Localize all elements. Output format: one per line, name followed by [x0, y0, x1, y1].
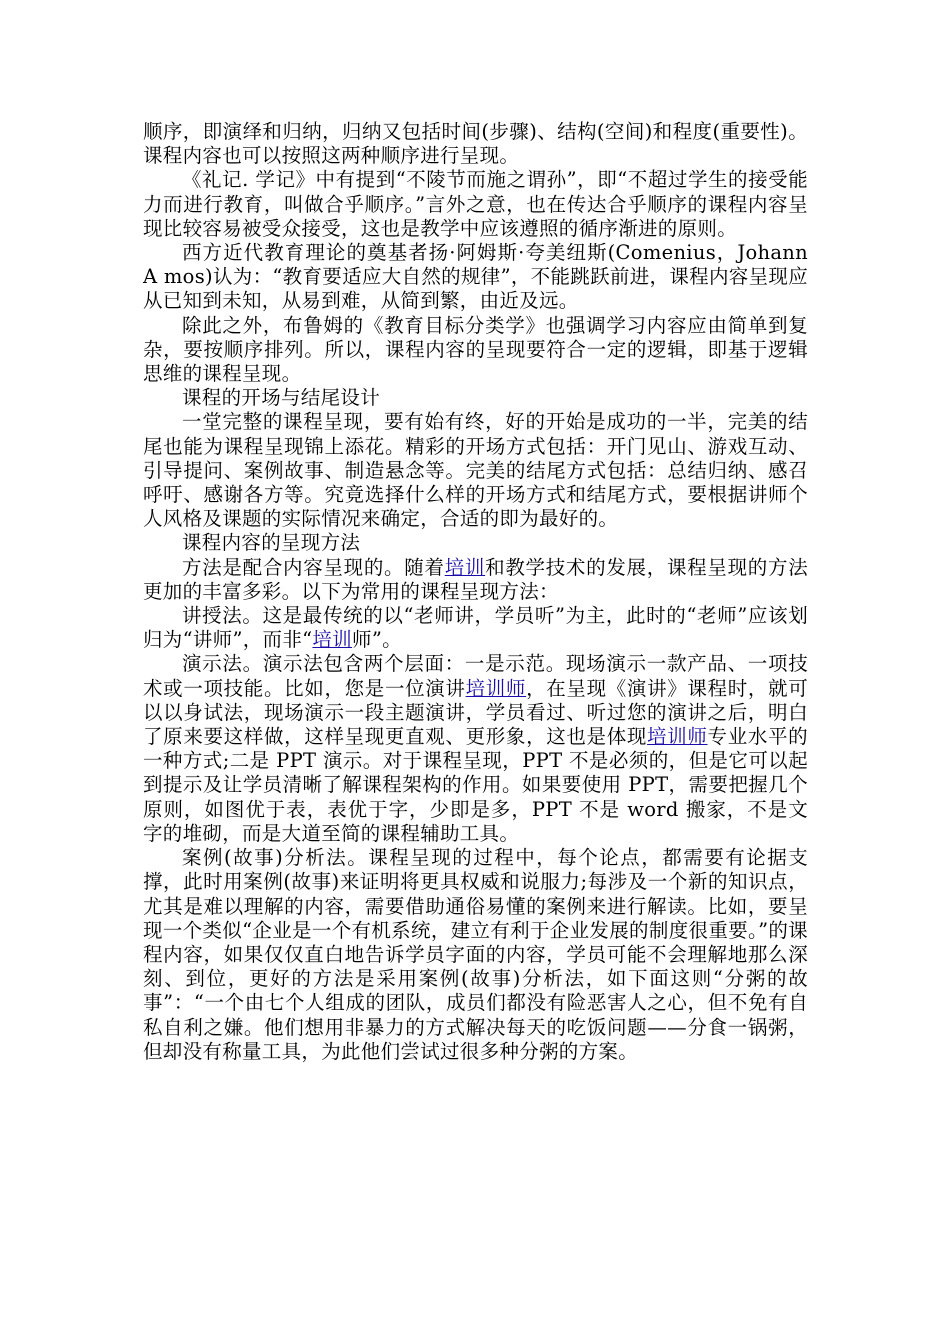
- document-paragraph: [143, 556, 808, 604]
- paragraph-text: 西方近代教育理论的奠基者扬·阿姆斯·夸美纽斯(Comenius，Johann A mos)认为：“教育要适应大自然的规律”，不能跳跃前进，课程内容呈现应从已知到未知，从易到难，从简到繁，由近及远。: [143, 241, 808, 313]
- paragraph-text: 专业水平的一种方式;二是 PPT 演示。对于课程呈现，PPT 不是必须的，但是它可以起到提示及让学员清晰了解课程架构的作用。如果要使用 PPT，需要把握几个原则，如图优于表，表优于字，少即是多，PPT 不是 word 搬家，不是文字的堆砌，而是大道至简的课程辅助工具。: [143, 725, 808, 845]
- paragraph-text: 演示法。演示法包含两个层面：一是示范。现场演示一款产品、一项技术或一项技能。比如，您是一位演讲: [143, 652, 808, 700]
- document-paragraph: [143, 314, 808, 387]
- paragraph-text: 除此之外，布鲁姆的《教育目标分类学》也强调学习内容应由简单到复杂，要按顺序排列。所以，课程内容的呈现要符合一定的逻辑，即基于逻辑思维的课程呈现。: [143, 313, 808, 386]
- paragraph-text: 师”。: [352, 628, 402, 652]
- paragraph-text: ，在呈现《演讲》课程时，就可以以身试法，现场演示一段主题演讲，学员看过、听过您的演讲之后，明白了原来要这样做，这样呈现更直观、更形象，这也是体现: [143, 676, 808, 749]
- training-link[interactable]: 培训: [444, 555, 486, 579]
- training-link[interactable]: 培训师: [647, 725, 708, 749]
- document-paragraph: [143, 386, 808, 410]
- paragraph-text: 《礼记. 学记》中有提到“不陵节而施之谓孙”，即“不超过学生的接受能力而进行教育，叫做合乎顺序。”言外之意，也在传达合乎顺序的课程内容呈现比较容易被受众接受，这也是教学中应该遵照的循序渐进的原则。: [143, 168, 808, 240]
- document-paragraph: [143, 604, 808, 652]
- paragraph-text: 一堂完整的课程呈现，要有始有终，好的开始是成功的一半，完美的结尾也能为课程呈现锦上添花。精彩的开场方式包括：开门见山、游戏互动、引导提问、案例故事、制造悬念等。完美的结尾方式包括：总结归纳、感召呼吁、感谢各方等。究竟选择什么样的开场方式和结尾方式，要根据讲师个人风格及课题的实际情况来确定，合适的即为最好的。: [143, 410, 808, 531]
- paragraph-text: 方法是配合内容呈现的。随着: [182, 555, 445, 579]
- document-paragraph: [143, 531, 808, 555]
- paragraph-text: 课程内容的呈现方法: [182, 531, 361, 555]
- document-paragraph: [143, 652, 808, 846]
- training-link[interactable]: 培训师: [465, 676, 527, 700]
- document-paragraph: [143, 241, 808, 314]
- training-link[interactable]: 培训: [312, 628, 353, 652]
- document-body: [143, 120, 808, 1064]
- document-paragraph: [143, 120, 808, 168]
- document-paragraph: [143, 168, 808, 241]
- paragraph-text: 课程的开场与结尾设计: [182, 386, 381, 410]
- document-paragraph: [143, 410, 808, 531]
- paragraph-text: 和教学技术的发展，课程呈现的方法更加的丰富多彩。以下为常用的课程呈现方法：: [143, 555, 808, 603]
- paragraph-text: 讲授法。这是最传统的以“老师讲，学员听”为主，此时的“老师”应该划归为“讲师”，而非“: [143, 604, 808, 652]
- paragraph-text: 案例(故事)分析法。课程呈现的过程中，每个论点，都需要有论据支撑，此时用案例(故事)来证明将更具权威和说服力;每涉及一个新的知识点，尤其是难以理解的内容，需要借助通俗易懂的案例来进行解读。比如，要呈现一个类似“企业是一个有机系统，建立有利于企业发展的制度很重要。”的课程内容，如果仅仅直白地告诉学员字面的内容，学员可能不会理解地那么深刻、到位，更好的方法是采用案例(故事)分析法，如下面这则“分粥的故事”：“一个由七个人组成的团队，成员们都没有险恶害人之心，但不免有自私自利之嫌。他们想用非暴力的方式解决每天的吃饭问题——分食一锅粥，但却没有称量工具，为此他们尝试过很多种分粥的方案。: [143, 846, 808, 1063]
- document-paragraph: [143, 846, 808, 1064]
- paragraph-text: 顺序，即演绎和归纳，归纳又包括时间(步骤)、结构(空间)和程度(重要性)。课程内容也可以按照这两种顺序进行呈现。: [143, 120, 808, 168]
